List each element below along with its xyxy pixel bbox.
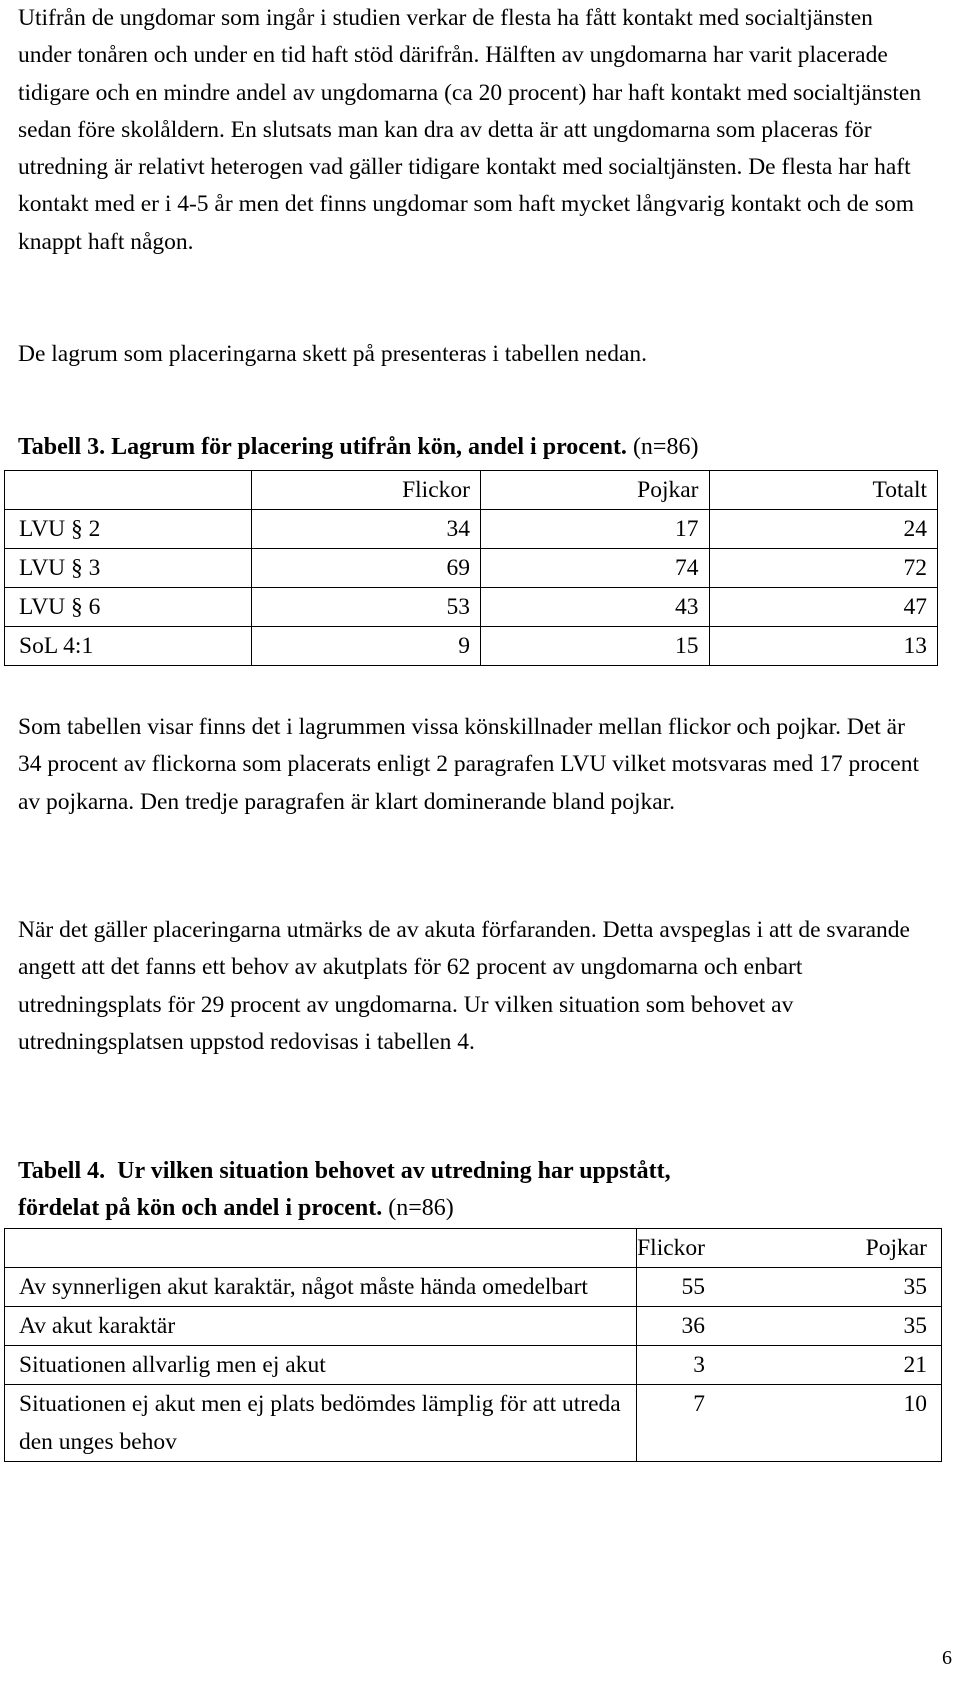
table-row [5,1307,942,1346]
table4-caption-line2: fördelat på kön och andel i procent. [18,1195,383,1221]
table4-caption-line1: Tabell 4. Ur vilken situation behovet av utredning har uppstått, [18,1158,671,1184]
table3-cell: 43 [480,588,709,627]
table3-cell: 17 [480,510,709,549]
table4-row-label: Situationen allvarlig men ej akut [5,1346,637,1385]
table-row [5,588,938,627]
table3-header-cell: Flickor [252,471,481,510]
table4-header-row [5,1229,942,1268]
table-row [5,549,938,588]
page-number: 6 [942,1647,952,1669]
table4-header-cell: Pojkar [719,1229,942,1268]
table4-header-cell: Flickor [637,1229,720,1268]
table3-header-cell: Totalt [709,471,938,510]
table4-row-label: Av synnerligen akut karaktär, något måste hända omedelbart [5,1268,637,1307]
table-row [5,1385,942,1462]
table3-caption-n: (n=86) [626,434,699,460]
table3-row-label: LVU § 3 [5,549,252,588]
table3-cell: 13 [709,627,938,666]
table4-cell: 7 [637,1385,720,1462]
table-row [5,1346,942,1385]
table4-header-cell [5,1229,637,1268]
table3-cell: 9 [252,627,481,666]
table3-row-label: LVU § 2 [5,510,252,549]
table3-caption [18,429,698,466]
table4-cell: 55 [637,1268,720,1307]
paragraph-intro: Utifrån de ungdomar som ingår i studien verkar de flesta ha fått kontakt med socialtjänsten under tonåren och under en tid haft stöd därifrån. Hälften av ungdomarna har varit placerade tidigare och en mindre andel av ungdomarna (ca 20 procent) har haft kontakt med socialtjänsten sedan före skolåldern. En slutsats man kan dra av detta är att ungdomarna som placeras för utredning är relativt heterogen vad gäller tidigare kontakt med socialtjänsten. De flesta har haft kontakt med er i 4-5 år men det finns ungdomar som haft mycket långvarig kontakt och de som knappt haft någon. [18,5,922,255]
table3-cell: 24 [709,510,938,549]
table4-row-label: Av akut karaktär [5,1307,637,1346]
table3-header-cell [5,471,252,510]
table4-caption [18,1153,671,1227]
table3-caption-bold: Tabell 3. Lagrum för placering utifrån kön, andel i procent. [18,434,627,460]
table3-cell: 47 [709,588,938,627]
table3-cell: 74 [480,549,709,588]
table3-row-label: LVU § 6 [5,588,252,627]
paragraph-table-intro: De lagrum som placeringarna skett på presenteras i tabellen nedan. [18,341,648,367]
table3-row-label: SoL 4:1 [5,627,252,666]
table4-cell: 3 [637,1346,720,1385]
table3-cell: 34 [252,510,481,549]
table4-cell: 10 [719,1385,942,1462]
table4-cell: 21 [719,1346,942,1385]
table4 [4,1228,942,1462]
table3-header-cell: Pojkar [480,471,709,510]
table-row [5,1268,942,1307]
paragraph-placement: När det gäller placeringarna utmärks de av akuta förfaranden. Detta avspeglas i att de svarande angett att det fanns ett behov av akutplats för 62 procent av ungdomarna och enbart utredningsplats för 29 procent av ungdomarna. Ur vilken situation som behovet av utredningsplatsen uppstod redovisas i tabellen 4. [18,917,910,1055]
table4-cell: 36 [637,1307,720,1346]
table3-cell: 72 [709,549,938,588]
table4-row-label: Situationen ej akut men ej plats bedömdes lämplig för att utreda den unges behov [5,1385,637,1462]
paragraph-table3-comment: Som tabellen visar finns det i lagrummen vissa könskillnader mellan flickor och pojkar. Det är 34 procent av flickorna som placerats enligt 2 paragrafen LVU vilket motsvaras med 17 procent av pojkarna. Den tredje paragrafen är klart dominerande bland pojkar. [18,714,919,815]
table3-cell: 15 [480,627,709,666]
table-row [5,627,938,666]
table4-cell: 35 [719,1307,942,1346]
table3-header-row [5,471,938,510]
table3-cell: 53 [252,588,481,627]
table3-cell: 69 [252,549,481,588]
table3 [4,470,938,666]
table4-cell: 35 [719,1268,942,1307]
table-row [5,510,938,549]
table4-caption-n: (n=86) [382,1195,454,1221]
